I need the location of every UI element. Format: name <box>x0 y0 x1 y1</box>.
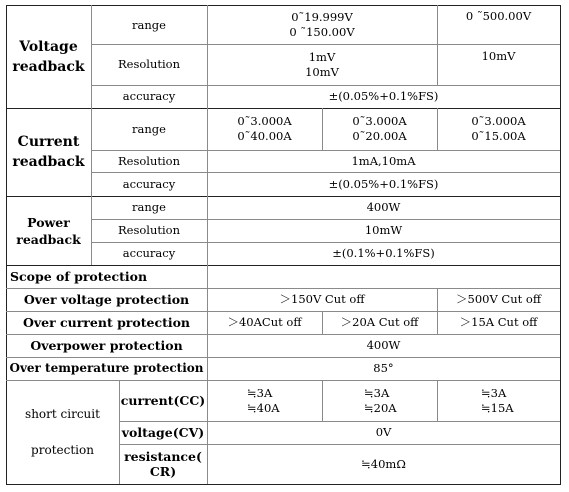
short-cr-label: resistance( CR) <box>124 449 202 479</box>
over-voltage-protection-label: Over voltage protection <box>23 292 190 307</box>
over-current-protection-1: ＞40ACut off <box>227 315 302 329</box>
current-range-2: 0˜3.000A 0˜20.00A <box>352 114 407 143</box>
voltage-resolution-high: 10mV <box>481 48 516 63</box>
voltage-resolution-label: Resolution <box>117 57 180 71</box>
over-current-protection-2: ＞20A Cut off <box>340 315 419 329</box>
power-accuracy: ±(0.1%+0.1%FS) <box>332 246 435 260</box>
power-range-label: range <box>132 200 166 214</box>
short-cc-3: ≒3A ≒15A <box>481 385 514 415</box>
voltage-accuracy-label: accuracy <box>122 89 176 103</box>
over-current-protection-3: ＞15A Cut off <box>459 315 538 329</box>
short-cv: 0V <box>375 425 392 439</box>
over-voltage-protection-low: ＞150V Cut off <box>279 292 365 306</box>
current-resolution-label: Resolution <box>117 153 180 168</box>
short-circuit-protection-title: short circuit protection <box>25 407 100 457</box>
voltage-range-low: 0˜19.999V 0 ˜150.00V <box>289 10 355 39</box>
over-voltage-protection-high: ＞500V Cut off <box>456 292 541 306</box>
power-resolution-label: Resolution <box>117 223 180 237</box>
current-range-label: range <box>132 121 166 136</box>
current-range-3: 0˜3.000A 0˜15.00A <box>471 114 526 143</box>
over-current-protection-label: Over current protection <box>22 315 191 330</box>
overpower-protection: 400W <box>366 338 401 352</box>
current-accuracy: ±(0.05%+0.1%FS) <box>328 176 439 191</box>
power-resolution: 10mW <box>364 223 403 237</box>
voltage-resolution-low: 1mV 10mV <box>305 49 339 79</box>
over-temperature-protection-label: Over temperature protection <box>9 361 204 375</box>
voltage-readback-title: Voltage readback <box>12 38 85 75</box>
short-cc-1: ≒3A ≒40A <box>247 385 280 415</box>
power-range: 400W <box>366 200 401 214</box>
current-accuracy-label: accuracy <box>122 176 176 191</box>
power-accuracy-label: accuracy <box>122 246 176 260</box>
short-cc-label: current(CC) <box>120 393 206 408</box>
over-temperature-protection: 85° <box>373 361 394 375</box>
voltage-accuracy: ±(0.05%+0.1%FS) <box>328 89 439 103</box>
short-cr: ≒40mΩ <box>361 456 406 471</box>
overpower-protection-label: Overpower protection <box>30 338 183 353</box>
short-cc-2: ≒3A ≒20A <box>364 385 397 415</box>
table-border-right <box>560 5 561 485</box>
short-cv-label: voltage(CV) <box>121 425 205 440</box>
current-readback-title: Current readback <box>12 134 85 170</box>
scope-of-protection-heading: Scope of protection <box>10 269 148 284</box>
voltage-range-label: range <box>132 17 166 32</box>
current-range-1: 0˜3.000A 0˜40.00A <box>237 114 292 143</box>
current-resolution: 1mA,10mA <box>351 153 416 168</box>
power-readback-title: Power readback <box>16 214 81 247</box>
table-border-bottom <box>6 484 561 485</box>
voltage-range-high: 0 ˜500.00V <box>465 8 532 23</box>
